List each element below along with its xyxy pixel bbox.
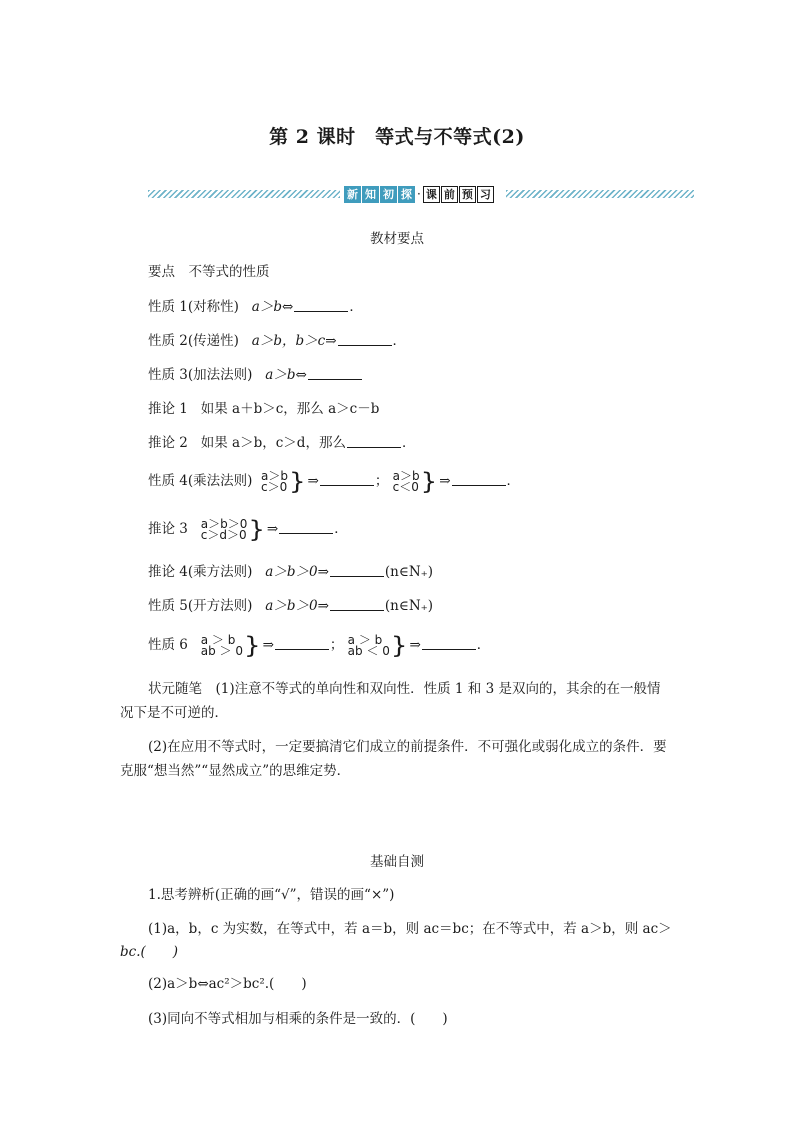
- answer-blank[interactable]: [422, 637, 476, 650]
- answer-blank[interactable]: [275, 637, 329, 650]
- note-1-line-1: 状元随笔 (1)注意不等式的单向性和双向性．性质 1 和 3 是双向的，其余的在一般情: [148, 681, 661, 697]
- answer-blank[interactable]: [294, 299, 348, 312]
- corollary-2: 推论 2 如果 a＞b，c＞d，那么 ．: [148, 435, 416, 451]
- section-heading-self-test: 基础自测: [370, 854, 424, 870]
- page-title: 第 2 课时 等式与不等式(2): [269, 126, 525, 148]
- property-5: 性质 5(开方法则) a＞b＞0⇒ (n∈N₊): [148, 598, 434, 614]
- property-4: 性质 4(乘法法则) a＞b c＞0 } ⇒ ； a＞b c＜0 } ⇒ ．: [148, 468, 520, 495]
- question-1-3[interactable]: (3)同向不等式相加与相乘的条件是一致的．( ): [148, 1011, 448, 1027]
- banner-hatch-left: [148, 190, 340, 198]
- banner-char: 前: [441, 186, 458, 203]
- section-heading-textbook: 教材要点: [370, 231, 424, 247]
- banner-sep: ·: [417, 187, 421, 201]
- property-3: 性质 3(加法法则) a＞b⇔: [148, 366, 363, 384]
- note-2-line-2: 克服“想当然”“显然成立”的思维定势．: [120, 763, 351, 779]
- banner-char: 探: [398, 186, 415, 203]
- answer-blank[interactable]: [338, 333, 392, 346]
- banner-char: 习: [477, 186, 494, 203]
- banner-char: 新: [344, 186, 361, 203]
- property-2: 性质 2(传递性) a＞b，b＞c⇒ ．: [148, 333, 407, 349]
- answer-blank[interactable]: [308, 367, 362, 380]
- condition-system: a＞b＞0 c＞d＞0: [200, 516, 248, 542]
- banner-char: 初: [380, 186, 397, 203]
- corollary-4: 推论 4(乘方法则) a＞b＞0⇒ (n∈N₊): [148, 564, 434, 580]
- note-1-line-2: 况下是不可逆的．: [120, 705, 228, 721]
- condition-system: a＞b c＞0: [261, 468, 288, 494]
- condition-system: a ＞ b ab ＜ 0: [347, 632, 390, 658]
- note-2-line-1: (2)在应用不等式时，一定要搞清它们成立的前提条件．不可强化或弱化成立的条件．要: [148, 739, 667, 755]
- condition-system: a＞b c＜0: [392, 468, 420, 494]
- banner-char: 预: [459, 186, 476, 203]
- answer-blank[interactable]: [347, 435, 401, 448]
- answer-blank[interactable]: [320, 473, 374, 486]
- banner-char: 课: [423, 186, 440, 203]
- corollary-1: 推论 1 如果 a＋b＞c，那么 a＞c－b: [148, 401, 380, 417]
- banner-char: 知: [362, 186, 379, 203]
- answer-blank[interactable]: [330, 564, 384, 577]
- question-1-1-line-2[interactable]: bc.( ): [120, 944, 179, 960]
- condition-system: a ＞ b ab ＞ 0: [200, 632, 244, 658]
- key-point: 要点 不等式的性质: [148, 264, 270, 280]
- property-6: 性质 6 a ＞ b ab ＞ 0 } ⇒ ； a ＞ b ab ＜ 0 } ⇒ ．: [148, 632, 491, 659]
- banner-hatch-right: [506, 190, 694, 198]
- question-1: 1.思考辨析(正确的画“√”，错误的画“×”): [148, 887, 395, 903]
- question-1-2[interactable]: (2)a＞b⇔ac²＞bc².( ): [148, 976, 307, 992]
- section-banner: [148, 184, 694, 204]
- answer-blank[interactable]: [452, 473, 506, 486]
- corollary-3: 推论 3 a＞b＞0 c＞d＞0 } ⇒ ．: [148, 516, 348, 543]
- banner-tag: [344, 184, 494, 204]
- property-1: 性质 1(对称性) a＞b⇔ ．: [148, 299, 363, 315]
- answer-blank[interactable]: [330, 598, 384, 611]
- answer-blank[interactable]: [279, 521, 333, 534]
- question-1-1-line-1: (1)a，b，c 为实数，在等式中，若 a＝b，则 ac＝bc；在不等式中，若 a＞b，则 ac＞: [148, 921, 672, 937]
